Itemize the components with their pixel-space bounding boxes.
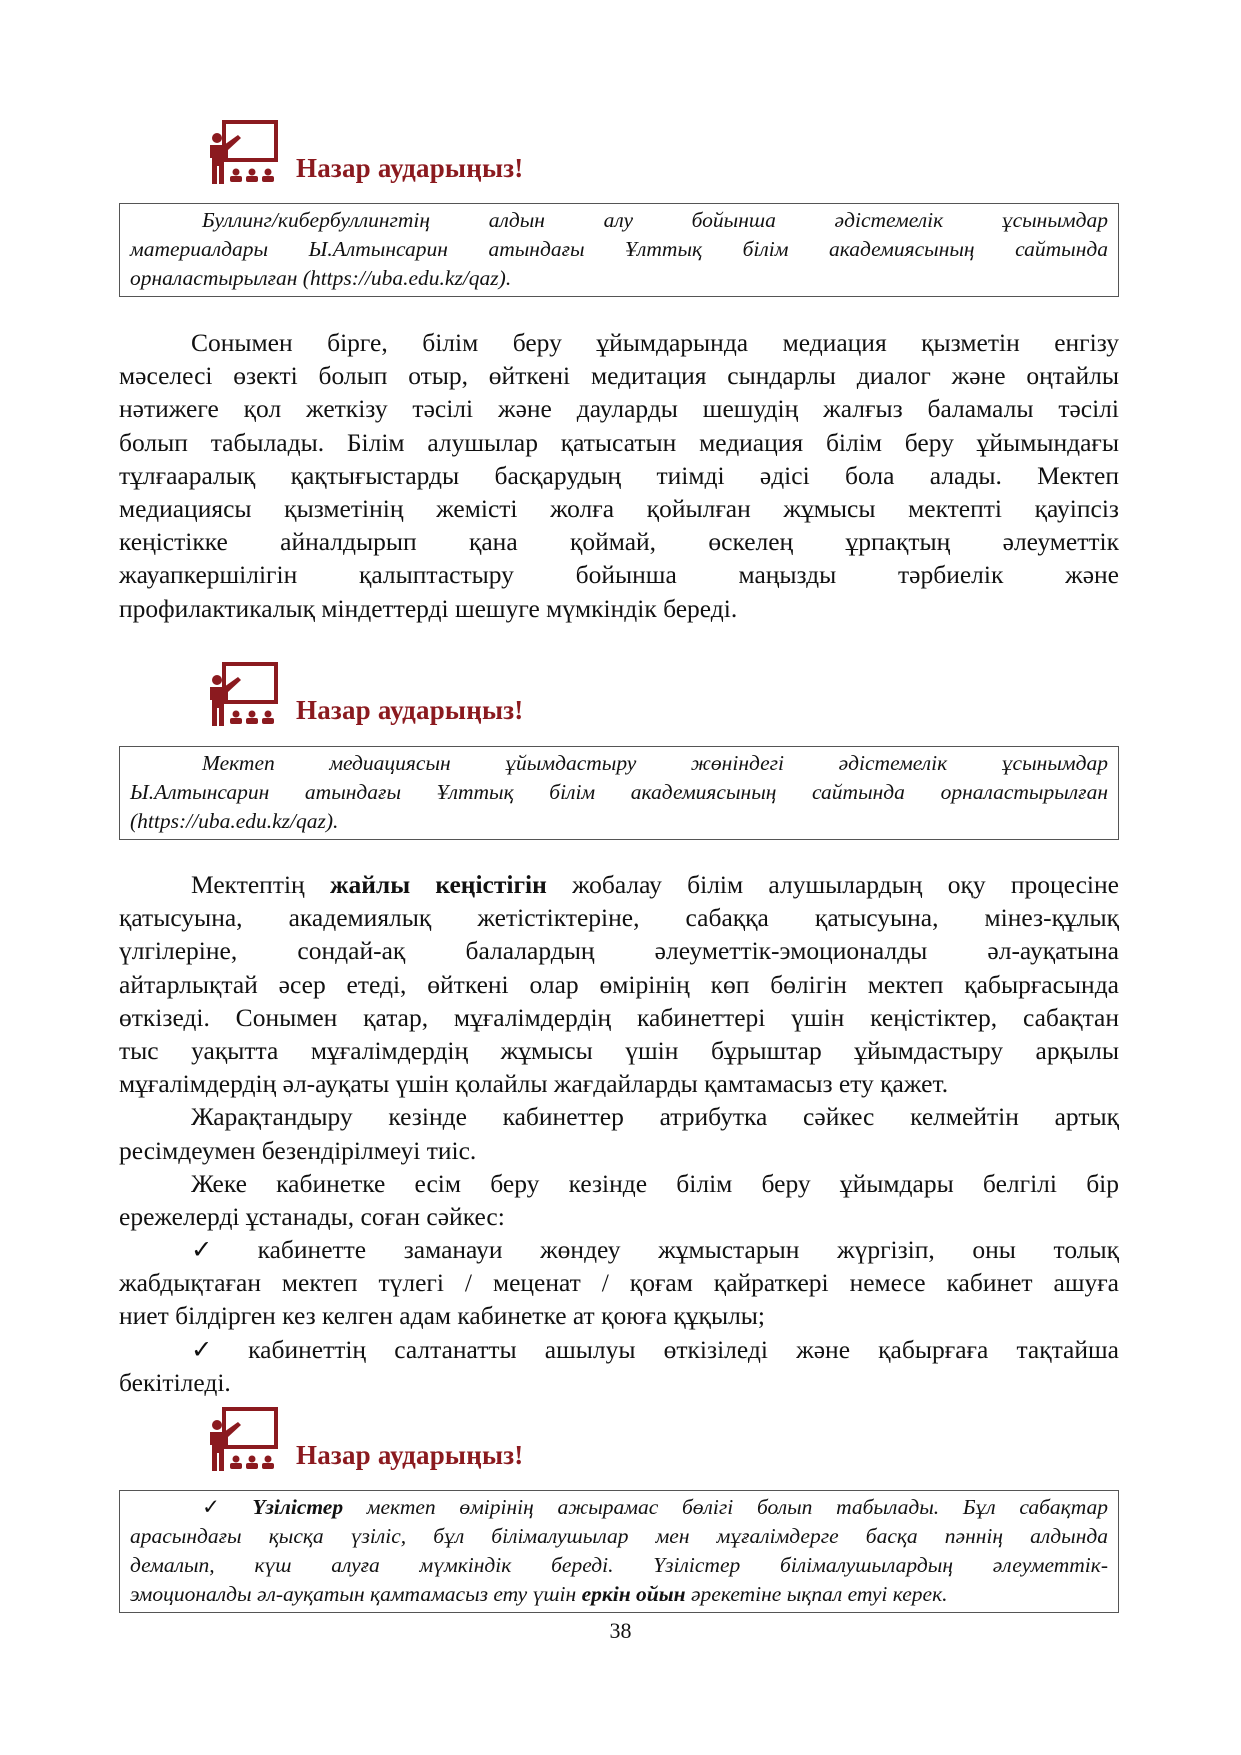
text-line: Сонымен бірге, білім беру ұйымдарында медиация қызметін енгізу bbox=[191, 328, 1119, 357]
text-line: мәселесі өзекті болып отыр, өйткені медитация сындарлы диалог және оңтайлы bbox=[119, 361, 1119, 391]
text-span: мектеп өмірінің ажырамас бөлігі болып табылады. Бұл сабақтар bbox=[343, 1495, 1109, 1519]
text-line: жабдықтаған мектеп түлегі / меценат / қоғам қайраткері немесе кабинет ашуға bbox=[119, 1268, 1119, 1298]
attention-header-3 bbox=[204, 1405, 604, 1475]
note-line-link: орналастырылған (https://uba.edu.kz/qaz). bbox=[130, 266, 512, 290]
text-span: әрекетіне ықпал етуі керек. bbox=[685, 1582, 948, 1606]
bullet-item-2 bbox=[119, 1333, 1119, 1366]
text-line: жауапкершілігін қалыптастыру бойынша маңызды тәрбиелік және bbox=[119, 560, 1119, 590]
paragraph-mediation bbox=[119, 326, 1119, 625]
teacher-presentation-icon bbox=[204, 118, 284, 188]
text-line: медиациясы қызметінің жемісті жолға қойылған жұмысы мектепті қауіпсіз bbox=[119, 493, 1119, 523]
text-span: кабинеттің салтанатты ашылуы өткізіледі және қабырғаға тақтайша bbox=[248, 1334, 1119, 1364]
teacher-presentation-icon bbox=[204, 660, 284, 730]
text-line: айтарлықтай әсер етеді, өйткені олар өмірінің көп бөлігін мектеп қабырғасында bbox=[119, 969, 1119, 999]
bold-term: Үзілістер bbox=[252, 1495, 344, 1519]
bold-term: еркін ойын bbox=[581, 1582, 686, 1606]
page-number: 38 bbox=[609, 1618, 632, 1643]
note-line bbox=[130, 1580, 1108, 1609]
text-line: қатысуына, академиялық жетістіктеріне, сабаққа қатысуына, мінез-құлық bbox=[119, 903, 1119, 933]
text-line: өткізеді. Сонымен қатар, мұғалімдердің кабинеттері үшін кеңістіктер, сабақтан bbox=[119, 1002, 1119, 1032]
text-line: ресімдеумен безендірілмеуі тиіс. bbox=[119, 1135, 477, 1165]
note-line-link: (https://uba.edu.kz/qaz). bbox=[130, 809, 339, 833]
checkmark-icon: ✓ bbox=[202, 1495, 239, 1519]
text-line: мұғалімдердің әл-ауқаты үшін қолайлы жағдайларды қамтамасыз ету қажет. bbox=[119, 1069, 949, 1099]
teacher-presentation-icon bbox=[204, 1405, 284, 1475]
text-line: ережелерді ұстанады, соған сәйкес: bbox=[119, 1201, 505, 1231]
note-line: арасындағы қысқа үзіліс, бұл білімалушылар мен мұғалімдерге басқа пәннің алдында bbox=[130, 1524, 1108, 1548]
checkmark-icon: ✓ bbox=[191, 1235, 244, 1265]
text-line: нәтижеге қол жеткізу тәсілі және дауларды шешудің жалғыз баламалы тәсілі bbox=[119, 394, 1119, 424]
paragraph-comfortable-space bbox=[119, 868, 1119, 1399]
attention-title: Назар аударыңыз! bbox=[296, 695, 524, 725]
note-line: Ы.Алтынсарин атындағы Ұлттық білім академиясының сайтында орналастырылған bbox=[130, 780, 1108, 804]
text-line: үлгілеріне, сондай-ақ балалардың әлеуметтік-эмоционалды әл-ауқатына bbox=[119, 936, 1119, 966]
attention-header-1 bbox=[204, 118, 604, 188]
bold-term: жайлы кеңістігін bbox=[329, 870, 547, 899]
note-box-mediation bbox=[119, 746, 1119, 840]
text-line: бекітіледі. bbox=[119, 1367, 231, 1397]
text-line: кеңістікке айналдырып қана қоймай, өскелең ұрпақтың әлеуметтік bbox=[119, 527, 1119, 557]
note-line: Буллинг/кибербуллингтің алдын алу бойынша әдістемелік ұсынымдар bbox=[202, 208, 1108, 232]
bullet-item-1 bbox=[119, 1233, 1119, 1266]
text-line: Жарақтандыру кезінде кабинеттер атрибутка сәйкес келмейтін артық bbox=[191, 1102, 1119, 1132]
text-span: кабинетте заманауи жөндеу жұмыстарын жүргізіп, оны толық bbox=[257, 1235, 1119, 1265]
text-line: ниет білдірген кез келген адам кабинетке ат қоюға құқылы; bbox=[119, 1301, 766, 1331]
text-line bbox=[119, 868, 1119, 901]
note-line bbox=[130, 1493, 1108, 1522]
text-span: жобалау білім алушылардың оқу процесіне bbox=[546, 870, 1119, 899]
text-line: Жеке кабинетке есім беру кезінде білім беру ұйымдары белгілі бір bbox=[191, 1168, 1119, 1198]
text-line: тұлғааралық қақтығыстарды басқарудың тиімді әдісі бола алады. Мектеп bbox=[119, 460, 1119, 490]
attention-title: Назар аударыңыз! bbox=[296, 1440, 524, 1470]
note-box-bullying bbox=[119, 203, 1119, 297]
text-span: Мектептің bbox=[191, 870, 330, 899]
text-line: болып табылады. Білім алушылар қатысатын медиация білім беру ұйымындағы bbox=[119, 427, 1119, 457]
note-line: материалдары Ы.Алтынсарин атындағы Ұлттық білім академиясының сайтында bbox=[130, 237, 1108, 261]
text-span: эмоционалды әл-ауқатын қамтамасыз ету үшін bbox=[130, 1582, 582, 1606]
text-line: профилактикалық міндеттерді шешуге мүмкіндік береді. bbox=[119, 593, 738, 623]
note-line: демалып, күш алуға мүмкіндік береді. Үзілістер білімалушылардың әлеуметтік- bbox=[130, 1553, 1108, 1577]
attention-title: Назар аударыңыз! bbox=[296, 153, 524, 183]
note-line: Мектеп медиациясын ұйымдастыру жөніндегі әдістемелік ұсынымдар bbox=[202, 751, 1108, 775]
checkmark-icon: ✓ bbox=[191, 1334, 235, 1364]
text-line: тыс уақытта мұғалімдердің жұмысы үшін бұрыштар ұйымдастыру арқылы bbox=[119, 1035, 1119, 1065]
attention-header-2 bbox=[204, 660, 604, 730]
note-box-breaks bbox=[119, 1490, 1119, 1613]
